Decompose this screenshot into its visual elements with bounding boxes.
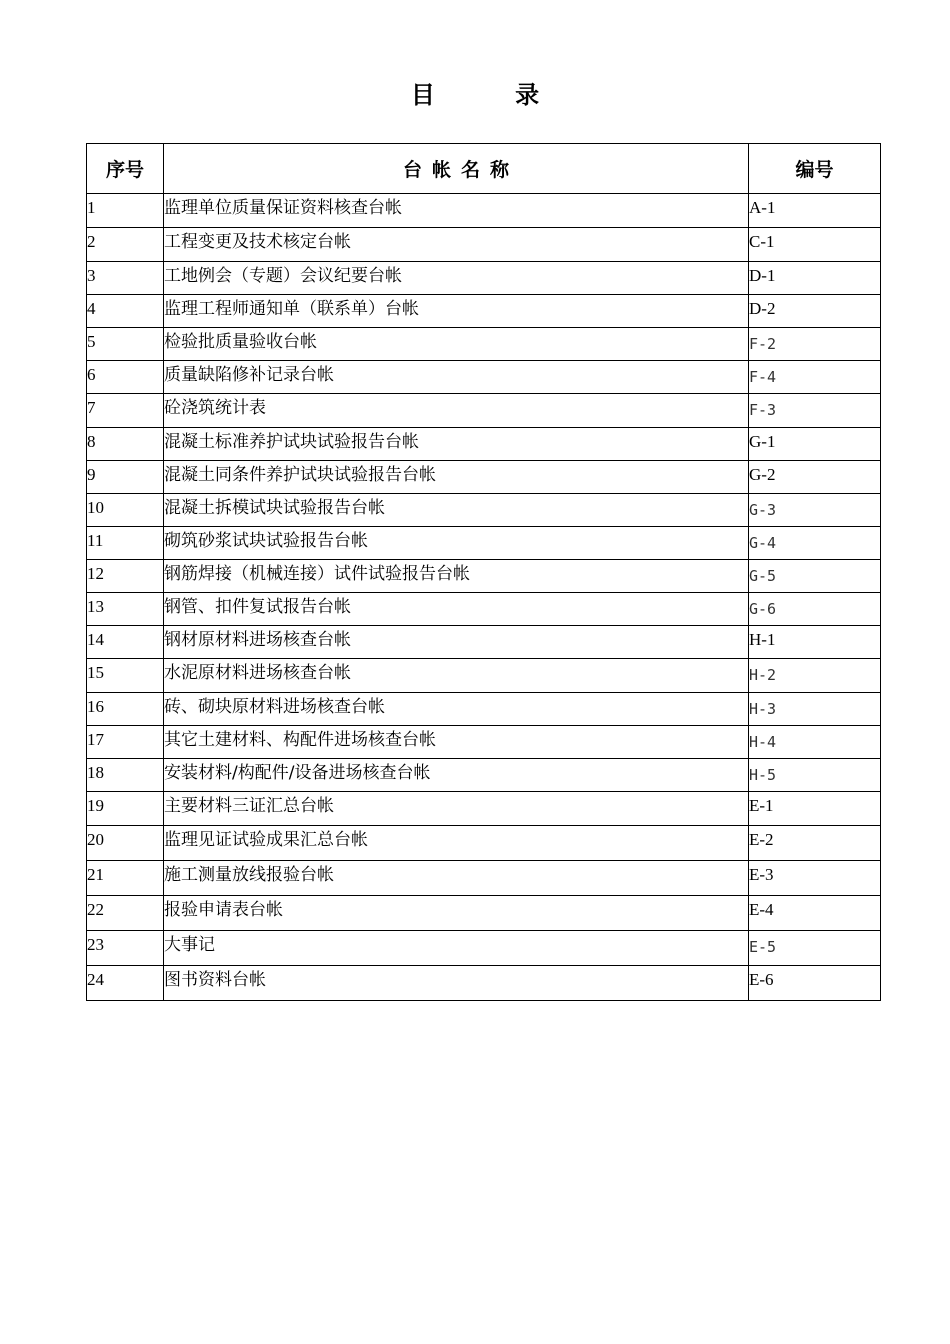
row-serial-number: 12 <box>87 560 164 593</box>
row-code: G-4 <box>749 527 881 560</box>
row-code: E-6 <box>749 966 881 1001</box>
row-code: H-1 <box>749 626 881 659</box>
row-serial-number: 3 <box>87 262 164 295</box>
row-serial-number: 5 <box>87 328 164 361</box>
row-code: G-1 <box>749 428 881 461</box>
table-row <box>87 262 881 295</box>
row-serial-number: 22 <box>87 896 164 931</box>
row-code: C-1 <box>749 228 881 262</box>
table-row <box>87 792 881 826</box>
row-serial-number: 13 <box>87 593 164 626</box>
row-serial-number: 18 <box>87 759 164 792</box>
table-row <box>87 593 881 626</box>
row-ledger-name: 安装材料/构配件/设备进场核查台帐 <box>164 759 749 792</box>
row-code: E-4 <box>749 896 881 931</box>
table-header-row <box>87 144 881 194</box>
row-serial-number: 20 <box>87 826 164 861</box>
row-ledger-name: 钢管、扣件复试报告台帐 <box>164 593 749 626</box>
row-serial-number: 10 <box>87 494 164 527</box>
table-row <box>87 295 881 328</box>
table-row <box>87 328 881 361</box>
row-code: A-1 <box>749 194 881 228</box>
table-row <box>87 826 881 861</box>
row-code: D-1 <box>749 262 881 295</box>
header-serial-number: 序号 <box>87 144 164 194</box>
row-code: H-5 <box>749 759 881 792</box>
row-code: E-3 <box>749 861 881 896</box>
table-row <box>87 626 881 659</box>
table-row <box>87 966 881 1001</box>
row-serial-number: 8 <box>87 428 164 461</box>
table-row <box>87 228 881 262</box>
row-serial-number: 7 <box>87 394 164 428</box>
row-ledger-name: 其它土建材料、构配件进场核查台帐 <box>164 726 749 759</box>
row-code: G-3 <box>749 494 881 527</box>
table-row <box>87 394 881 428</box>
table-row <box>87 693 881 726</box>
row-code: G-2 <box>749 461 881 494</box>
table-row <box>87 194 881 228</box>
table-row <box>87 560 881 593</box>
table-body <box>87 194 881 1001</box>
row-code: E-5 <box>749 931 881 966</box>
table-row <box>87 527 881 560</box>
row-code: F-2 <box>749 328 881 361</box>
row-ledger-name: 混凝土拆模试块试验报告台帐 <box>164 494 749 527</box>
row-code: H-2 <box>749 659 881 693</box>
table-row <box>87 759 881 792</box>
row-ledger-name: 砖、砌块原材料进场核查台帐 <box>164 693 749 726</box>
table-row <box>87 428 881 461</box>
table-row <box>87 931 881 966</box>
row-ledger-name: 工地例会（专题）会议纪要台帐 <box>164 262 749 295</box>
row-serial-number: 19 <box>87 792 164 826</box>
row-serial-number: 17 <box>87 726 164 759</box>
header-ledger-name: 台帐名称 <box>164 144 749 194</box>
row-code: F-4 <box>749 361 881 394</box>
row-ledger-name: 报验申请表台帐 <box>164 896 749 931</box>
row-ledger-name: 钢材原材料进场核查台帐 <box>164 626 749 659</box>
row-ledger-name: 施工测量放线报验台帐 <box>164 861 749 896</box>
row-ledger-name: 监理见证试验成果汇总台帐 <box>164 826 749 861</box>
row-ledger-name: 检验批质量验收台帐 <box>164 328 749 361</box>
row-ledger-name: 砼浇筑统计表 <box>164 394 749 428</box>
row-ledger-name: 水泥原材料进场核查台帐 <box>164 659 749 693</box>
row-serial-number: 16 <box>87 693 164 726</box>
table-row <box>87 861 881 896</box>
row-ledger-name: 图书资料台帐 <box>164 966 749 1001</box>
row-serial-number: 21 <box>87 861 164 896</box>
row-serial-number: 2 <box>87 228 164 262</box>
row-serial-number: 4 <box>87 295 164 328</box>
row-code: G-6 <box>749 593 881 626</box>
row-ledger-name: 监理单位质量保证资料核查台帐 <box>164 194 749 228</box>
row-ledger-name: 主要材料三证汇总台帐 <box>164 792 749 826</box>
row-ledger-name: 混凝土同条件养护试块试验报告台帐 <box>164 461 749 494</box>
table-row <box>87 494 881 527</box>
table-row <box>87 896 881 931</box>
row-ledger-name: 监理工程师通知单（联系单）台帐 <box>164 295 749 328</box>
row-ledger-name: 大事记 <box>164 931 749 966</box>
row-serial-number: 15 <box>87 659 164 693</box>
row-serial-number: 11 <box>87 527 164 560</box>
table-row <box>87 461 881 494</box>
table-row <box>87 659 881 693</box>
row-serial-number: 1 <box>87 194 164 228</box>
row-ledger-name: 工程变更及技术核定台帐 <box>164 228 749 262</box>
ledger-index-table <box>86 143 881 1001</box>
row-code: G-5 <box>749 560 881 593</box>
row-ledger-name: 钢筋焊接（机械连接）试件试验报告台帐 <box>164 560 749 593</box>
row-code: F-3 <box>749 394 881 428</box>
row-code: D-2 <box>749 295 881 328</box>
row-ledger-name: 砌筑砂浆试块试验报告台帐 <box>164 527 749 560</box>
row-code: E-1 <box>749 792 881 826</box>
header-code: 编号 <box>749 144 881 194</box>
row-ledger-name: 质量缺陷修补记录台帐 <box>164 361 749 394</box>
row-serial-number: 14 <box>87 626 164 659</box>
row-serial-number: 6 <box>87 361 164 394</box>
page-title: 目 录 <box>410 81 576 109</box>
table-row <box>87 726 881 759</box>
row-code: H-3 <box>749 693 881 726</box>
row-code: H-4 <box>749 726 881 759</box>
row-ledger-name: 混凝土标准养护试块试验报告台帐 <box>164 428 749 461</box>
table-row <box>87 361 881 394</box>
row-code: E-2 <box>749 826 881 861</box>
row-serial-number: 23 <box>87 931 164 966</box>
row-serial-number: 24 <box>87 966 164 1001</box>
row-serial-number: 9 <box>87 461 164 494</box>
